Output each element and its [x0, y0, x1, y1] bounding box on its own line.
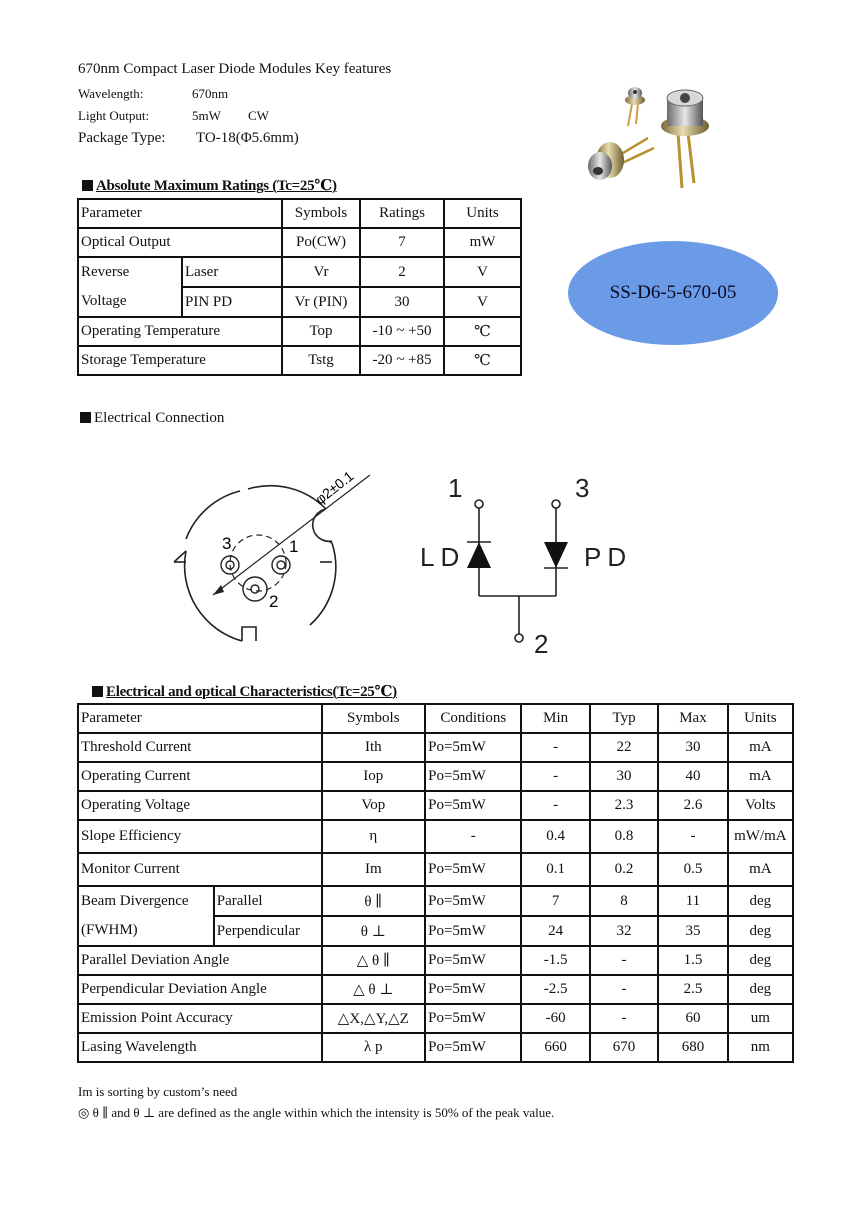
- table-row: Beam Divergence (FWHM) Parallel θ ∥ Po=5mW 7 8 11 deg: [78, 886, 793, 916]
- page-title: 670nm Compact Laser Diode Modules Key features: [78, 61, 392, 77]
- header-units: Units: [444, 199, 521, 228]
- square-bullet-icon: [92, 686, 103, 697]
- table-row: Lasing Wavelength λ p Po=5mW 660 670 680 nm: [78, 1033, 793, 1062]
- eo-table: [77, 703, 794, 1063]
- table-row: Emission Point Accuracy △X,△Y,△Z Po=5mW -60 - 60 um: [78, 1004, 793, 1033]
- table-row: Operating Voltage Vop Po=5mW - 2.3 2.6 Volts: [78, 791, 793, 820]
- circuit-schematic: [410, 470, 640, 660]
- square-bullet-icon: [80, 412, 91, 423]
- header-symbols: Symbols: [282, 199, 360, 228]
- header-parameter: Parameter: [78, 199, 282, 228]
- table-row: Storage Temperature Tstg -20 ~ +85 ℃: [78, 346, 521, 375]
- table-row: Monitor Current Im Po=5mW 0.1 0.2 0.5 mA: [78, 853, 793, 886]
- light-output-label: Light Output:: [78, 108, 150, 123]
- beam-divergence-label: Beam Divergence (FWHM): [78, 886, 214, 946]
- table-row: Slope Efficiency η - 0.4 0.8 - mW/mA: [78, 820, 793, 853]
- svg-text:3: 3: [575, 473, 590, 503]
- svg-text:PD: PD: [584, 542, 633, 572]
- wavelength-label: Wavelength:: [78, 86, 144, 101]
- table-row: Operating Temperature Top -10 ~ +50 ℃: [78, 317, 521, 346]
- svg-text:3: 3: [222, 534, 232, 553]
- table-row: Parameter Symbols Conditions Min Typ Max Units: [78, 704, 793, 733]
- large-diode-icon: [661, 90, 709, 188]
- svg-text:φ2±0.1: φ2±0.1: [311, 467, 357, 508]
- abs-max-table: [77, 198, 522, 376]
- part-number-badge: SS-D6-5-670-05: [568, 241, 778, 345]
- package-label: Package Type:: [78, 130, 166, 146]
- table-row: PIN PD Vr (PIN) 30 V: [78, 287, 521, 317]
- svg-text:2: 2: [534, 629, 549, 659]
- table-row: Perpendicular θ ⊥ Po=5mW 24 32 35 deg: [78, 916, 793, 946]
- reverse-voltage-label: Reverse Voltage: [78, 257, 182, 317]
- header-ratings: Ratings: [360, 199, 444, 228]
- table-row: Perpendicular Deviation Angle △ θ ⊥ Po=5mW -2.5 - 2.5 deg: [78, 975, 793, 1004]
- laser-diode-photo: [570, 78, 720, 198]
- svg-text:2: 2: [269, 592, 279, 611]
- light-output-value: 5mW: [192, 108, 221, 123]
- table-row: [78, 199, 521, 228]
- abs-max-heading: Absolute Maximum Ratings (Tc=25℃): [82, 176, 337, 195]
- electrical-connection-heading: Electrical Connection: [80, 410, 224, 427]
- wavelength-value: 670nm: [192, 86, 229, 101]
- svg-text:1: 1: [289, 537, 299, 556]
- table-row: Reverse Voltage Laser Vr 2 V: [78, 257, 521, 287]
- eo-heading: Electrical and optical Characteristics(Tc=25℃): [92, 682, 397, 701]
- svg-text:LD: LD: [420, 542, 466, 572]
- photodiode-icon: [544, 542, 568, 568]
- svg-text:1: 1: [448, 473, 463, 503]
- light-output-mode: CW: [248, 108, 269, 123]
- package-value: TO-18(Φ5.6mm): [196, 130, 299, 146]
- table-row: Optical Output Po(CW) 7 mW: [78, 228, 521, 257]
- table-row: Parallel Deviation Angle △ θ ∥ Po=5mW -1.5 - 1.5 deg: [78, 946, 793, 975]
- note-definition: ◎ θ ∥ and θ ⊥ are defined as the angle within which the intensity is 50% of the peak value.: [78, 1105, 555, 1120]
- small-diode-icon: [625, 87, 645, 126]
- table-row: Threshold Current Ith Po=5mW - 22 30 mA: [78, 733, 793, 762]
- pinout-diagram: [160, 455, 390, 655]
- note-sorting: Im is sorting by custom’s need: [78, 1084, 238, 1099]
- side-diode-icon: [588, 138, 654, 180]
- square-bullet-icon: [82, 180, 93, 191]
- laser-diode-icon: [467, 542, 491, 568]
- table-row: Operating Current Iop Po=5mW - 30 40 mA: [78, 762, 793, 791]
- pin-1-icon: [272, 556, 290, 574]
